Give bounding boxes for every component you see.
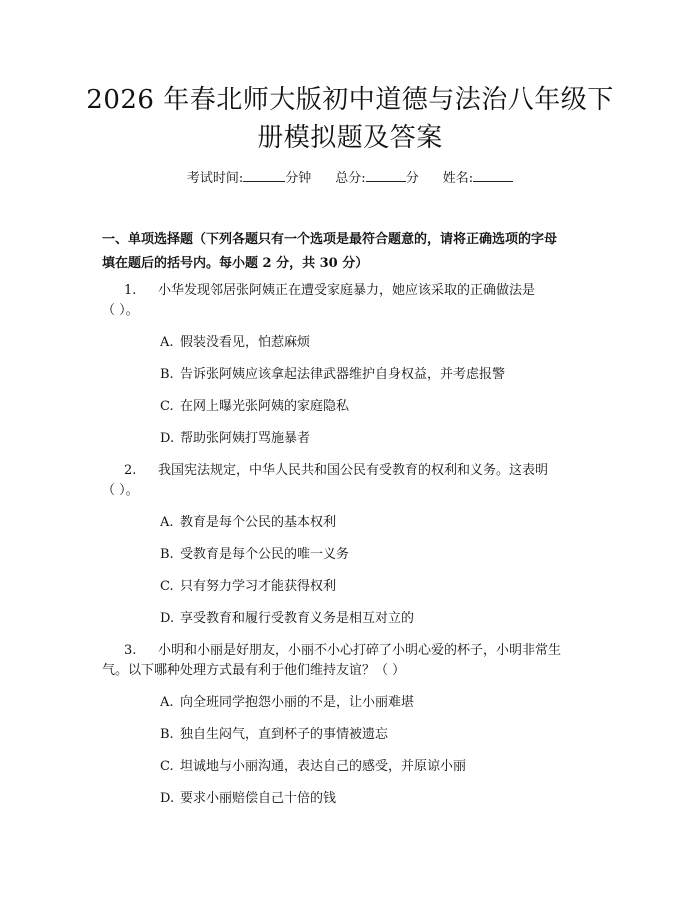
- option-letter: D.: [160, 431, 175, 446]
- name-label: 姓名:: [442, 171, 474, 186]
- question-3: [106, 641, 596, 661]
- question-number: 2.: [124, 463, 137, 478]
- option-letter: C.: [160, 579, 174, 594]
- option-letter: C.: [160, 759, 174, 774]
- question-1-line2: （ ）。: [102, 303, 139, 318]
- option-b: [160, 726, 590, 744]
- option-text: 只有努力学习才能获得权利: [180, 579, 337, 594]
- option-b: [160, 546, 590, 564]
- question-2-line2: （ ）。: [102, 483, 139, 498]
- page-title-line1: 2026 年春北师大版初中道德与法治八年级下: [86, 85, 614, 115]
- question-1: [106, 281, 596, 301]
- question-text-line1: 小华发现邻居张阿姨正在遭受家庭暴力，她应该采取的正确做法是: [158, 283, 536, 298]
- question-text-line1: 我国宪法规定，中华人民共和国公民有受教育的权利和义务。这表明: [158, 463, 549, 478]
- option-b: [160, 366, 590, 384]
- option-letter: B.: [160, 547, 174, 562]
- option-text: 向全班同学抱怨小丽的不是，让小丽难堪: [180, 695, 415, 710]
- option-letter: D.: [160, 791, 175, 806]
- option-text: 假装没看见，怕惹麻烦: [180, 335, 311, 350]
- question-number: 3.: [124, 643, 137, 658]
- option-a: [160, 334, 590, 352]
- section-heading-line1: 一、单项选择题（下列各题只有一个选项是最符合题意的，请将正确选项的字母: [102, 232, 558, 247]
- option-text: 教育是每个公民的基本权利: [180, 515, 337, 530]
- exam-info: [0, 169, 700, 188]
- time-label: 考试时间:: [186, 171, 244, 186]
- question-3-line2: 气。以下哪种处理方式最有利于他们维持友谊？（ ）: [102, 663, 406, 678]
- option-text: 享受教育和履行受教育义务是相互对立的: [180, 611, 415, 626]
- name-blank: [473, 169, 513, 182]
- option-text: 在网上曝光张阿姨的家庭隐私: [180, 399, 350, 414]
- option-letter: D.: [160, 611, 175, 626]
- section-heading-line2: 填在题后的括号内。每小题 2 分，共 30 分）: [102, 256, 369, 271]
- option-text: 帮助张阿姨打骂施暴者: [180, 431, 311, 446]
- score-blank: [366, 169, 406, 182]
- option-letter: A.: [160, 335, 174, 350]
- page-title-line2: 册模拟题及答案: [257, 123, 443, 153]
- option-letter: B.: [160, 367, 174, 382]
- option-text: 受教育是每个公民的唯一义务: [180, 547, 350, 562]
- option-letter: A.: [160, 695, 174, 710]
- time-blank: [243, 169, 285, 182]
- option-a: [160, 514, 590, 532]
- question-number: 1.: [124, 283, 137, 298]
- option-text: 告诉张阿姨应该拿起法律武器维护自身权益，并考虑报警: [180, 367, 506, 382]
- question-text-line1: 小明和小丽是好朋友，小丽不小心打碎了小明心爱的杯子，小明非常生: [158, 643, 562, 658]
- option-letter: A.: [160, 515, 174, 530]
- option-text: 独自生闷气，直到杯子的事情被遗忘: [180, 727, 389, 742]
- option-d: [160, 790, 590, 808]
- option-c: [160, 758, 590, 776]
- option-d: [160, 430, 590, 448]
- option-c: [160, 578, 590, 596]
- option-d: [160, 610, 590, 628]
- option-text: 要求小丽赔偿自己十倍的钱: [180, 791, 337, 806]
- option-c: [160, 398, 590, 416]
- option-letter: B.: [160, 727, 174, 742]
- score-label: 总分:: [335, 171, 366, 186]
- time-unit: 分钟: [285, 171, 312, 186]
- option-text: 坦诚地与小丽沟通，表达自己的感受，并原谅小丽: [180, 759, 467, 774]
- question-2: [106, 461, 596, 481]
- option-a: [160, 694, 590, 712]
- score-unit: 分: [405, 171, 419, 186]
- option-letter: C.: [160, 399, 174, 414]
